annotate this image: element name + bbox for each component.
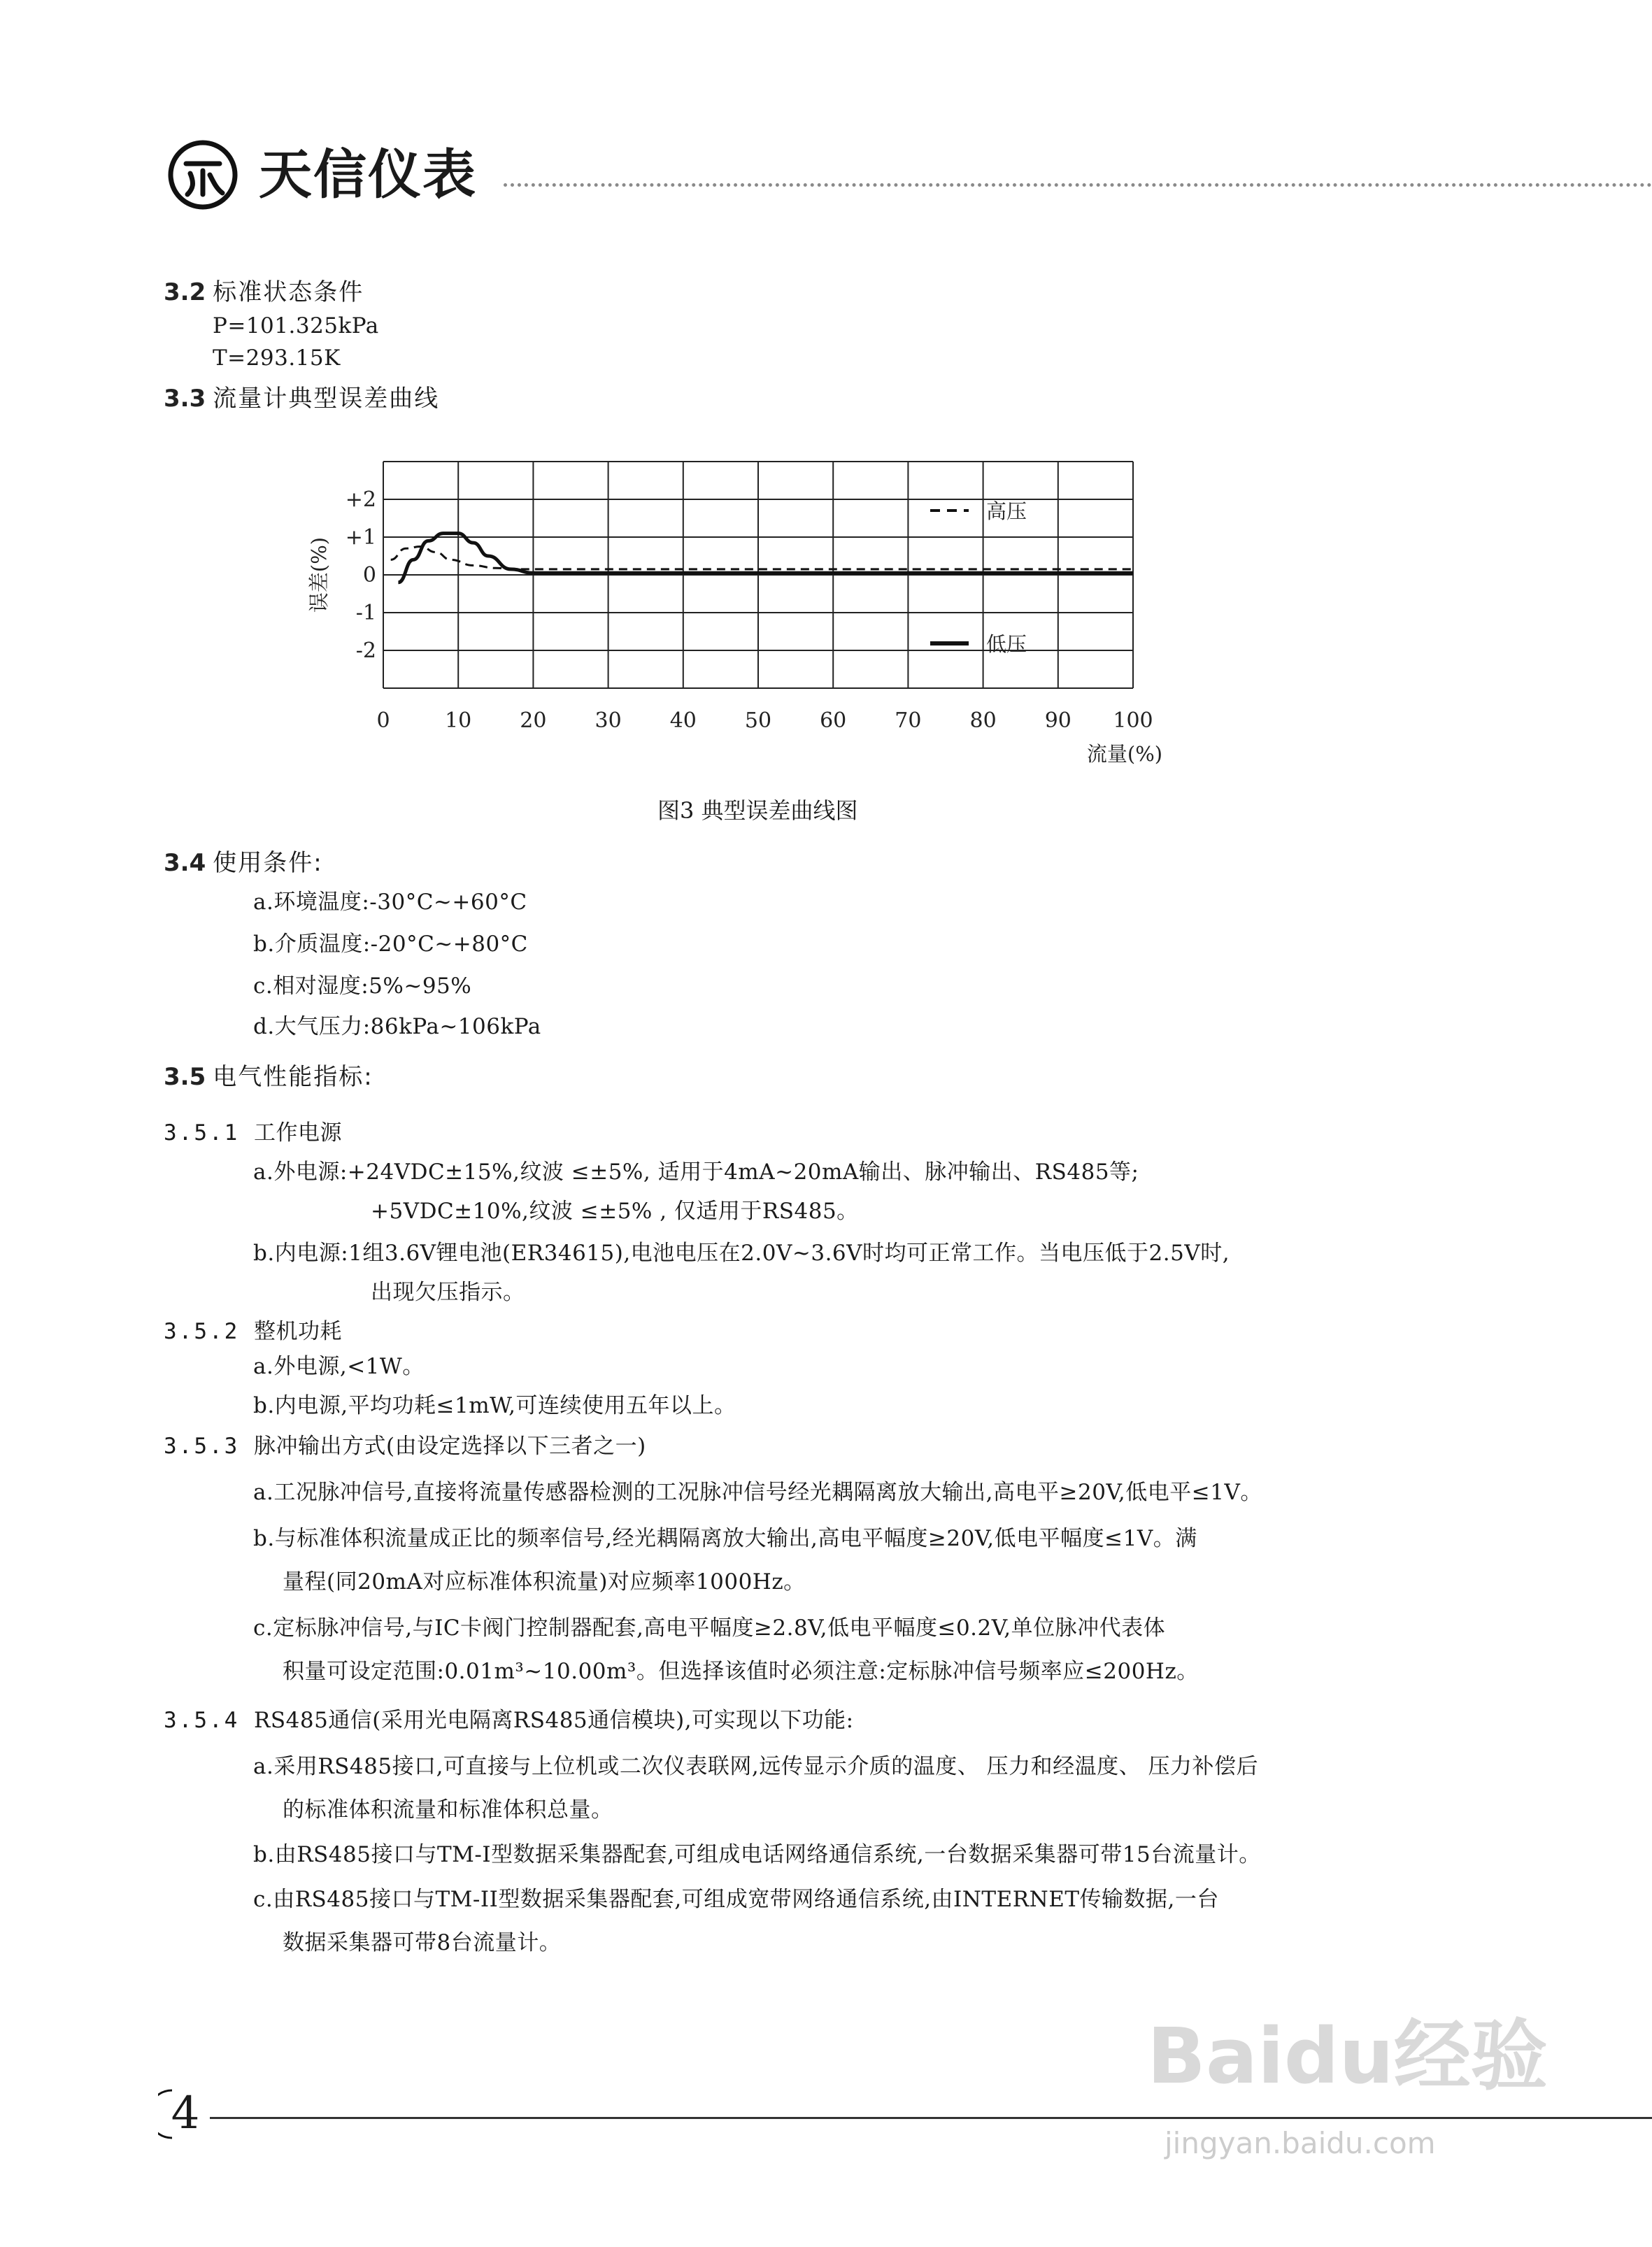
section-3-5-heading	[164, 1062, 373, 1092]
subsection-title: 整机功耗	[254, 1319, 343, 1344]
rs485-line: b.由RS485接口与TM-I型数据采集器配套,可组成电话网络通信系统,一台数据采集器可带15台流量计。	[253, 1842, 1261, 1867]
legend-label: 低压	[986, 632, 1027, 656]
subsection-title: RS485通信(采用光电隔离RS485通信模块),可实现以下功能:	[254, 1708, 854, 1733]
temperature-line: T=293.15K	[213, 345, 341, 371]
brand-name: 天信仪表	[259, 143, 477, 206]
legend-label: 高压	[986, 499, 1027, 523]
y-axis-label: 误差(%)	[307, 536, 331, 613]
subsection-number: 3.5.2	[164, 1319, 240, 1344]
section-3-4-heading	[164, 848, 323, 878]
section-title: 使用条件:	[213, 849, 323, 877]
y-tick-label: 0	[362, 563, 376, 587]
pulse-line: a.工况脉冲信号,直接将流量传感器检测的工况脉冲信号经光耦隔离放大输出,高电平≥20V,低电平≤1V。	[253, 1480, 1262, 1505]
x-tick-label: 60	[820, 708, 847, 733]
power-line: +5VDC±10%,纹波 ≤±5% , 仅适用于RS485。	[371, 1199, 859, 1224]
section-3-2-heading	[164, 277, 364, 308]
section-number: 3.2	[164, 278, 206, 306]
x-axis-label: 流量(%)	[1086, 742, 1163, 766]
watermark-logo: Baidu经验	[1147, 2011, 1548, 2101]
watermark-url: jingyan.baidu.com	[1165, 2126, 1436, 2160]
power-line: a.外电源:+24VDC±15%,纹波 ≤±5%, 适用于4mA~20mA输出、脉冲输出、RS485等;	[253, 1160, 1139, 1185]
x-tick-label: 0	[376, 708, 390, 733]
condition-item: a.环境温度:-30°C~+60°C	[253, 890, 527, 915]
page-number: 4	[171, 2088, 200, 2139]
subsection-3-5-2-heading	[164, 1316, 342, 1347]
x-tick-label: 90	[1044, 708, 1071, 733]
rs485-line: c.由RS485接口与TM-II型数据采集器配套,可组成宽带网络通信系统,由INTERNET传输数据,一台	[253, 1887, 1219, 1912]
brand-logo-icon	[166, 138, 239, 211]
figure-caption: 图3 典型误差曲线图	[657, 797, 858, 824]
section-title: 流量计典型误差曲线	[213, 385, 440, 413]
consumption-line: b.内电源,平均功耗≤1mW,可连续使用五年以上。	[253, 1393, 736, 1418]
section-title: 标准状态条件	[213, 278, 364, 306]
condition-item: c.相对湿度:5%~95%	[253, 973, 472, 999]
rs485-line: 的标准体积流量和标准体积总量。	[283, 1797, 613, 1822]
condition-item: d.大气压力:86kPa~106kPa	[253, 1014, 541, 1039]
pulse-line: 积量可设定范围:0.01m³~10.00m³。但选择该值时必须注意:定标脉冲信号频率应≤200Hz。	[283, 1659, 1199, 1684]
section-number: 3.4	[164, 849, 206, 877]
power-line: b.内电源:1组3.6V锂电池(ER34615),电池电压在2.0V~3.6V时均可正常工作。当电压低于2.5V时,	[253, 1241, 1230, 1266]
pulse-line: c.定标脉冲信号,与IC卡阀门控制器配套,高电平幅度≥2.8V,低电平幅度≤0.2V,单位脉冲代表体	[253, 1615, 1166, 1641]
x-tick-label: 30	[594, 708, 622, 733]
x-tick-label: 20	[520, 708, 547, 733]
pressure-line: P=101.325kPa	[213, 313, 379, 338]
x-tick-label: 10	[445, 708, 472, 733]
footer-rule	[210, 2117, 1652, 2119]
rs485-line: a.采用RS485接口,可直接与上位机或二次仪表联网,远传显示介质的温度、 压力和经温度、 压力补偿后	[253, 1754, 1258, 1779]
subsection-3-5-4-heading	[164, 1705, 854, 1736]
subsection-3-5-3-heading	[164, 1431, 646, 1462]
consumption-line: a.外电源,<1W。	[253, 1354, 425, 1379]
subsection-number: 3.5.1	[164, 1120, 240, 1146]
y-tick-label: +1	[345, 525, 376, 550]
y-tick-label: +2	[345, 487, 376, 512]
rs485-line: 数据采集器可带8台流量计。	[283, 1930, 562, 1955]
x-tick-label: 70	[895, 708, 922, 733]
subsection-title: 脉冲输出方式(由设定选择以下三者之一)	[254, 1434, 646, 1459]
pulse-line: 量程(同20mA对应标准体积流量)对应频率1000Hz。	[283, 1569, 806, 1595]
x-tick-label: 80	[969, 708, 997, 733]
error-curve-chart	[301, 455, 1210, 790]
condition-item: b.介质温度:-20°C~+80°C	[253, 932, 528, 957]
x-tick-label: 50	[744, 708, 772, 733]
power-line: 出现欠压指示。	[371, 1280, 525, 1305]
header-divider	[504, 183, 1652, 187]
section-number: 3.3	[164, 385, 206, 413]
subsection-number: 3.5.4	[164, 1708, 240, 1733]
section-title: 电气性能指标:	[213, 1063, 373, 1091]
pulse-line: b.与标准体积流量成正比的频率信号,经光耦隔离放大输出,高电平幅度≥20V,低电平幅度≤1V。满	[253, 1526, 1197, 1551]
subsection-number: 3.5.3	[164, 1434, 240, 1459]
subsection-3-5-1-heading	[164, 1118, 342, 1148]
x-tick-label: 40	[669, 708, 697, 733]
subsection-title: 工作电源	[254, 1120, 343, 1146]
section-number: 3.5	[164, 1063, 206, 1091]
y-tick-label: -1	[355, 601, 376, 625]
y-tick-label: -2	[355, 639, 376, 663]
x-tick-label: 100	[1113, 708, 1153, 733]
section-3-3-heading	[164, 383, 439, 414]
